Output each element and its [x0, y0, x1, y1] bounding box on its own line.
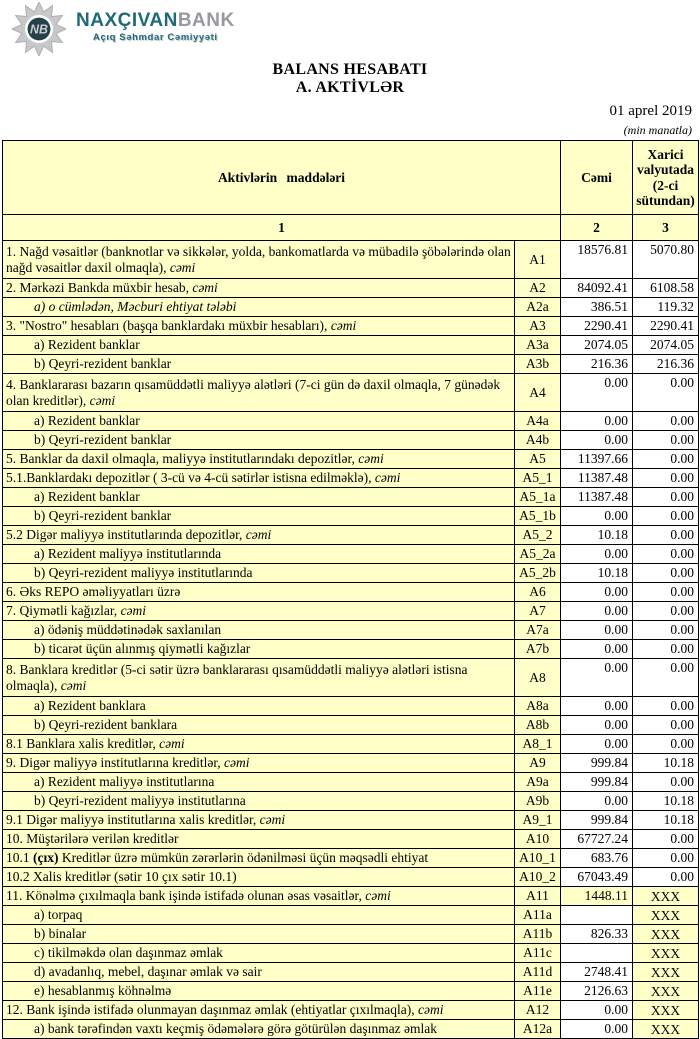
item-label-cell — [3, 754, 515, 773]
item-label-segment: cəmi — [89, 392, 116, 408]
item-label-segment: b) Qeyri-rezident banklara — [34, 717, 178, 733]
table-row — [3, 602, 699, 621]
table-row — [3, 963, 699, 982]
item-label-segment: a) Rezident banklar — [34, 413, 140, 429]
table-row — [3, 621, 699, 640]
item-label-cell — [3, 735, 515, 754]
item-label-segment: d) avadanlıq, mebel, daşınar əmlak və sair — [34, 964, 262, 980]
foreign-currency-value-cell: 0.00 — [633, 507, 699, 526]
item-code-cell: A8 — [515, 659, 561, 697]
total-value-cell: 0.00 — [561, 602, 633, 621]
item-label-cell — [3, 792, 515, 811]
total-value-cell — [561, 906, 633, 925]
total-value-cell: 216.36 — [561, 355, 633, 374]
item-label-segment: b) Qeyri-rezident banklar — [34, 432, 172, 448]
total-value-cell: 67727.24 — [561, 830, 633, 849]
foreign-currency-value-cell: 0.00 — [633, 849, 699, 868]
item-code-cell: A3 — [515, 317, 561, 336]
table-row — [3, 488, 699, 507]
foreign-currency-value-cell: XXX — [633, 906, 699, 925]
item-code-cell: A2 — [515, 279, 561, 298]
total-value-cell: 386.51 — [561, 298, 633, 317]
total-value-cell: 2126.63 — [561, 982, 633, 1001]
item-label-segment: 7. Qiymətli kağızlar, — [6, 603, 121, 619]
report-title-line1: BALANS HESABATI — [272, 61, 428, 78]
item-label-cell — [3, 773, 515, 792]
item-label-segment: b) ticarət üçün alınmış qiymətli kağızlar — [34, 641, 251, 657]
foreign-currency-value-cell: 0.00 — [633, 412, 699, 431]
item-label-cell — [3, 450, 515, 469]
item-label-segment: 4. Banklararası bazarın qısamüddətli maliyyə alətləri (7-ci gün də daxil olmaqla, 7 günədək olan kreditlər), — [6, 377, 501, 408]
item-code-cell: A5_1 — [515, 469, 561, 488]
total-value-cell: 0.00 — [561, 716, 633, 735]
foreign-currency-value-cell: 10.18 — [633, 754, 699, 773]
item-code-cell: A11e — [515, 982, 561, 1001]
item-code-cell: A3b — [515, 355, 561, 374]
table-row — [3, 374, 699, 412]
foreign-currency-value-cell: XXX — [633, 963, 699, 982]
item-label-segment: cəmi — [365, 888, 391, 904]
foreign-currency-value-cell: XXX — [633, 982, 699, 1001]
total-value-cell: 0.00 — [561, 583, 633, 602]
total-value-cell: 2290.41 — [561, 317, 633, 336]
item-label-segment: a) Rezident banklar — [34, 337, 140, 353]
item-label-cell — [3, 355, 515, 374]
total-value-cell: 10.18 — [561, 526, 633, 545]
item-label-segment: a) Rezident maliyyə institutlarında — [34, 546, 222, 562]
item-label-cell — [3, 963, 515, 982]
item-label-segment: a) torpaq — [34, 907, 83, 923]
foreign-currency-value-cell: 2290.41 — [633, 317, 699, 336]
item-label-segment: a) Rezident banklara — [34, 698, 146, 714]
foreign-currency-value-cell: 0.00 — [633, 450, 699, 469]
column-number-items: 1 — [3, 215, 561, 241]
item-code-cell: A8_1 — [515, 735, 561, 754]
item-code-cell: A7a — [515, 621, 561, 640]
table-row — [3, 507, 699, 526]
item-code-cell: A8b — [515, 716, 561, 735]
item-label-segment: a) ödəniş müddətinədək saxlanılan — [34, 622, 222, 638]
total-value-cell: 0.00 — [561, 640, 633, 659]
item-label-segment: Kreditlər üzrə mümkün zərərlərin ödənilməsi üçün məqsədli ehtiyat — [58, 850, 429, 866]
item-code-cell: A11d — [515, 963, 561, 982]
foreign-currency-value-cell: 119.32 — [633, 298, 699, 317]
foreign-currency-value-cell: XXX — [633, 944, 699, 963]
item-label-segment: cəmi — [374, 470, 401, 486]
table-row — [3, 469, 699, 488]
table-row — [3, 317, 699, 336]
total-value-cell: 0.00 — [561, 735, 633, 754]
item-label-cell — [3, 336, 515, 355]
item-label-cell — [3, 944, 515, 963]
foreign-currency-value-cell: 0.00 — [633, 621, 699, 640]
item-code-cell: A7 — [515, 602, 561, 621]
item-label-segment: cəmi — [245, 527, 272, 543]
table-row — [3, 697, 699, 716]
item-code-cell: A9a — [515, 773, 561, 792]
item-code-cell: A4b — [515, 431, 561, 450]
item-label-segment: 10.1 — [6, 850, 33, 866]
item-code-cell: A5_1a — [515, 488, 561, 507]
table-row — [3, 450, 699, 469]
foreign-currency-value-cell: 0.00 — [633, 773, 699, 792]
header-items-label: Aktivlərin maddələri — [3, 141, 561, 215]
table-row — [3, 773, 699, 792]
total-value-cell: 11387.48 — [561, 469, 633, 488]
header-total-label: Cəmi — [561, 141, 633, 215]
item-label-segment: cəmi — [259, 812, 286, 828]
item-label-segment: b) Qeyri-rezident maliyyə institutlarına — [34, 793, 246, 809]
item-code-cell: A9_1 — [515, 811, 561, 830]
item-label-cell — [3, 640, 515, 659]
item-label-segment: 10. Müştərilərə verilən kreditlər — [6, 831, 179, 847]
item-code-cell: A9 — [515, 754, 561, 773]
item-label-segment: cəmi — [120, 603, 147, 619]
total-value-cell: 0.00 — [561, 792, 633, 811]
item-code-cell: A1 — [515, 241, 561, 279]
item-label-segment: a) bank tərəfindən vaxtı keçmiş ödəmələrə görə götürülən daşınmaz əmlak — [34, 1021, 437, 1037]
item-code-cell: A3a — [515, 336, 561, 355]
total-value-cell: 0.00 — [561, 621, 633, 640]
item-label-segment: 8.1 Banklara xalis kreditlər, — [6, 736, 160, 752]
item-code-cell: A5_1b — [515, 507, 561, 526]
total-value-cell: 826.33 — [561, 925, 633, 944]
item-label-cell — [3, 887, 515, 906]
foreign-currency-value-cell: 0.00 — [633, 697, 699, 716]
foreign-currency-value-cell: XXX — [633, 1020, 699, 1039]
balance-table — [2, 140, 699, 1039]
report-title — [0, 61, 700, 97]
item-code-cell: A2a — [515, 298, 561, 317]
item-label-cell — [3, 241, 515, 279]
total-value-cell: 0.00 — [561, 1020, 633, 1039]
item-label-cell — [3, 488, 515, 507]
foreign-currency-value-cell: 0.00 — [633, 374, 699, 412]
report-title-line2: A. AKTİVLƏR — [295, 79, 405, 96]
item-label-cell — [3, 1001, 515, 1020]
total-value-cell: 0.00 — [561, 431, 633, 450]
item-code-cell: A4 — [515, 374, 561, 412]
foreign-currency-value-cell: 0.00 — [633, 659, 699, 697]
item-code-cell: A5_2a — [515, 545, 561, 564]
total-value-cell: 11387.48 — [561, 488, 633, 507]
column-number-foreign: 3 — [633, 215, 699, 241]
item-label-segment: a) o cümlədən, Məcburi ehtiyat tələbi — [34, 299, 237, 315]
brand-text — [76, 11, 235, 43]
report-date: 01 aprel 2019 — [609, 103, 692, 119]
total-value-cell: 2748.41 — [561, 963, 633, 982]
item-label-segment: 1. Nağd vəsaitlər (banknotlar və sikkələr, yolda, bankomatlarda və mübadilə şöbələrində olan nağd vəsaitlər daxil olmaqla), — [6, 244, 511, 275]
total-value-cell: 0.00 — [561, 507, 633, 526]
item-code-cell: A9b — [515, 792, 561, 811]
total-value-cell: 0.00 — [561, 659, 633, 697]
item-label-segment: 8. Banklara kreditlər (5-ci sətir üzrə banklararası qısamüddətli maliyyə alətləri istisna olmaqla), — [6, 662, 468, 693]
item-code-cell: A11a — [515, 906, 561, 925]
item-label-cell — [3, 906, 515, 925]
table-body — [3, 241, 699, 1039]
item-label-segment: b) binalar — [34, 926, 87, 942]
column-number-total: 2 — [561, 215, 633, 241]
total-value-cell: 67043.49 — [561, 868, 633, 887]
table-row — [3, 431, 699, 450]
brand-subtitle: Açıq Səhmdar Cəmiyyəti — [93, 32, 218, 43]
item-code-cell: A10 — [515, 830, 561, 849]
foreign-currency-value-cell: XXX — [633, 1001, 699, 1020]
table-row — [3, 830, 699, 849]
foreign-currency-value-cell: 10.18 — [633, 792, 699, 811]
item-label-segment: cəmi — [418, 1002, 444, 1018]
item-label-cell — [3, 564, 515, 583]
total-value-cell: 0.00 — [561, 374, 633, 412]
column-number-row — [3, 215, 699, 241]
item-label-segment: cəmi — [192, 280, 218, 296]
total-value-cell: 18576.81 — [561, 241, 633, 279]
bank-logo — [12, 2, 235, 56]
foreign-currency-value-cell: 0.00 — [633, 564, 699, 583]
total-value-cell: 11397.66 — [561, 450, 633, 469]
total-value-cell: 999.84 — [561, 811, 633, 830]
foreign-currency-value-cell: 0.00 — [633, 868, 699, 887]
item-label-segment: cəmi — [330, 318, 357, 334]
item-label-segment: e) hesablanmış köhnəlmə — [34, 983, 172, 999]
item-code-cell: A12 — [515, 1001, 561, 1020]
item-label-segment: 5.1.Banklardakı depozitlər ( 3-cü və 4-cü sətirlər istisna edilməklə), — [6, 470, 375, 486]
item-label-segment: 9. Digər maliyyə institutlarına kreditlər, — [6, 755, 225, 771]
table-row — [3, 659, 699, 697]
foreign-currency-value-cell: 216.36 — [633, 355, 699, 374]
item-label-segment: (çıx) — [33, 850, 59, 866]
table-row — [3, 1020, 699, 1039]
bank-emblem-icon — [12, 2, 66, 56]
item-label-cell — [3, 374, 515, 412]
item-label-cell — [3, 925, 515, 944]
item-label-segment: b) Qeyri-rezident maliyyə institutlarında — [34, 565, 253, 581]
table-row — [3, 336, 699, 355]
total-value-cell: 10.18 — [561, 564, 633, 583]
brand-name-primary: NAXÇIVAN — [76, 10, 178, 31]
foreign-currency-value-cell: 0.00 — [633, 545, 699, 564]
table-row — [3, 849, 699, 868]
item-code-cell: A5 — [515, 450, 561, 469]
item-code-cell: A11c — [515, 944, 561, 963]
item-label-cell — [3, 621, 515, 640]
table-row — [3, 526, 699, 545]
foreign-currency-value-cell: XXX — [633, 887, 699, 906]
item-label-cell — [3, 868, 515, 887]
item-label-segment: 5. Banklar da daxil olmaqla, maliyyə institutlarındakı depozitlər, — [6, 451, 359, 467]
item-label-segment: cəmi — [224, 755, 250, 771]
foreign-currency-value-cell: 0.00 — [633, 526, 699, 545]
table-row — [3, 944, 699, 963]
table-row — [3, 716, 699, 735]
total-value-cell: 999.84 — [561, 754, 633, 773]
item-label-segment: 3. "Nostro" hesabları (başqa banklardakı müxbir hesabları), — [6, 318, 331, 334]
item-label-cell — [3, 279, 515, 298]
table-row — [3, 412, 699, 431]
total-value-cell: 0.00 — [561, 412, 633, 431]
item-label-cell — [3, 298, 515, 317]
item-code-cell: A10_1 — [515, 849, 561, 868]
table-row — [3, 279, 699, 298]
table-row — [3, 925, 699, 944]
item-label-cell — [3, 602, 515, 621]
foreign-currency-value-cell: 0.00 — [633, 830, 699, 849]
item-label-segment: cəmi — [358, 451, 384, 467]
total-value-cell: 1448.11 — [561, 887, 633, 906]
foreign-currency-value-cell: 0.00 — [633, 431, 699, 450]
brand-name — [76, 11, 235, 30]
item-label-cell — [3, 659, 515, 697]
item-label-segment: 12. Bank işində istifadə olunmayan daşınmaz əmlak (ehtiyatlar çıxılmaqla), — [6, 1002, 419, 1018]
foreign-currency-value-cell: 10.18 — [633, 811, 699, 830]
table-row — [3, 735, 699, 754]
total-value-cell: 999.84 — [561, 773, 633, 792]
item-label-cell — [3, 469, 515, 488]
item-label-segment: a) Rezident banklar — [34, 489, 140, 505]
header-foreign-label: Xarici valyutada (2-ci sütundan) — [633, 141, 699, 215]
item-code-cell: A6 — [515, 583, 561, 602]
total-value-cell: 0.00 — [561, 697, 633, 716]
item-label-cell — [3, 431, 515, 450]
item-label-segment: cəmi — [169, 259, 196, 275]
table-row — [3, 583, 699, 602]
table-row — [3, 754, 699, 773]
table-row — [3, 298, 699, 317]
total-value-cell: 0.00 — [561, 1001, 633, 1020]
item-label-segment: 2. Mərkəzi Bankda müxbir hesab, — [6, 280, 193, 296]
item-code-cell: A4a — [515, 412, 561, 431]
item-label-segment: b) Qeyri-rezident banklar — [34, 508, 172, 524]
item-label-segment: b) Qeyri-rezident banklar — [34, 356, 172, 372]
foreign-currency-value-cell: XXX — [633, 925, 699, 944]
item-label-segment: cəmi — [60, 677, 87, 693]
foreign-currency-value-cell: 0.00 — [633, 602, 699, 621]
item-label-segment: 10.2 Xalis kreditlər (sətir 10 çıx sətir 10.1) — [6, 869, 237, 885]
brand-name-secondary: BANK — [177, 10, 235, 31]
total-value-cell: 0.00 — [561, 545, 633, 564]
foreign-currency-value-cell: 0.00 — [633, 469, 699, 488]
item-label-segment: c) tikilməkdə olan daşınmaz əmlak — [34, 945, 223, 961]
item-label-cell — [3, 982, 515, 1001]
foreign-currency-value-cell: 0.00 — [633, 716, 699, 735]
item-label-cell — [3, 526, 515, 545]
item-label-cell — [3, 317, 515, 336]
item-label-cell — [3, 830, 515, 849]
item-code-cell: A8a — [515, 697, 561, 716]
table-row — [3, 906, 699, 925]
item-code-cell: A11 — [515, 887, 561, 906]
item-label-segment: 5.2 Digər maliyyə institutlarında depozitlər, — [6, 527, 246, 543]
total-value-cell: 2074.05 — [561, 336, 633, 355]
report-meta — [610, 103, 692, 138]
table-row — [3, 868, 699, 887]
item-label-cell — [3, 1020, 515, 1039]
item-code-cell: A10_2 — [515, 868, 561, 887]
foreign-currency-value-cell: 5070.80 — [633, 241, 699, 279]
table-row — [3, 241, 699, 279]
foreign-currency-value-cell: 2074.05 — [633, 336, 699, 355]
item-label-segment: a) Rezident maliyyə institutlarına — [34, 774, 215, 790]
total-value-cell: 683.76 — [561, 849, 633, 868]
item-code-cell: A5_2 — [515, 526, 561, 545]
item-code-cell: A11b — [515, 925, 561, 944]
item-label-cell — [3, 412, 515, 431]
item-code-cell: A7b — [515, 640, 561, 659]
unit-note: (min manatla) — [623, 123, 692, 137]
table-row — [3, 792, 699, 811]
item-label-cell — [3, 849, 515, 868]
item-code-cell: A5_2b — [515, 564, 561, 583]
item-label-segment: 9.1 Digər maliyyə institutlarına xalis kreditlər, — [6, 812, 260, 828]
table-header-row — [3, 141, 699, 215]
item-label-cell — [3, 697, 515, 716]
table-row — [3, 545, 699, 564]
total-value-cell: 84092.41 — [561, 279, 633, 298]
foreign-currency-value-cell: 6108.58 — [633, 279, 699, 298]
table-row — [3, 355, 699, 374]
table-row — [3, 1001, 699, 1020]
item-label-cell — [3, 716, 515, 735]
item-label-segment: 11. Könəlmə çıxılmaqla bank işində istifadə olunan əsas vəsaitlər, — [6, 888, 366, 904]
foreign-currency-value-cell: 0.00 — [633, 640, 699, 659]
item-code-cell: A12a — [515, 1020, 561, 1039]
table-row — [3, 564, 699, 583]
table-row — [3, 887, 699, 906]
item-label-cell — [3, 507, 515, 526]
item-label-cell — [3, 811, 515, 830]
total-value-cell — [561, 944, 633, 963]
foreign-currency-value-cell: 0.00 — [633, 583, 699, 602]
table-row — [3, 982, 699, 1001]
item-label-segment: 6. Əks REPO əməliyyatları üzrə — [6, 584, 181, 600]
table-row — [3, 640, 699, 659]
foreign-currency-value-cell: 0.00 — [633, 488, 699, 507]
item-label-cell — [3, 545, 515, 564]
foreign-currency-value-cell: 0.00 — [633, 735, 699, 754]
monogram-text: NB — [29, 22, 48, 37]
table-row — [3, 811, 699, 830]
item-label-cell — [3, 583, 515, 602]
item-label-segment: cəmi — [159, 736, 185, 752]
